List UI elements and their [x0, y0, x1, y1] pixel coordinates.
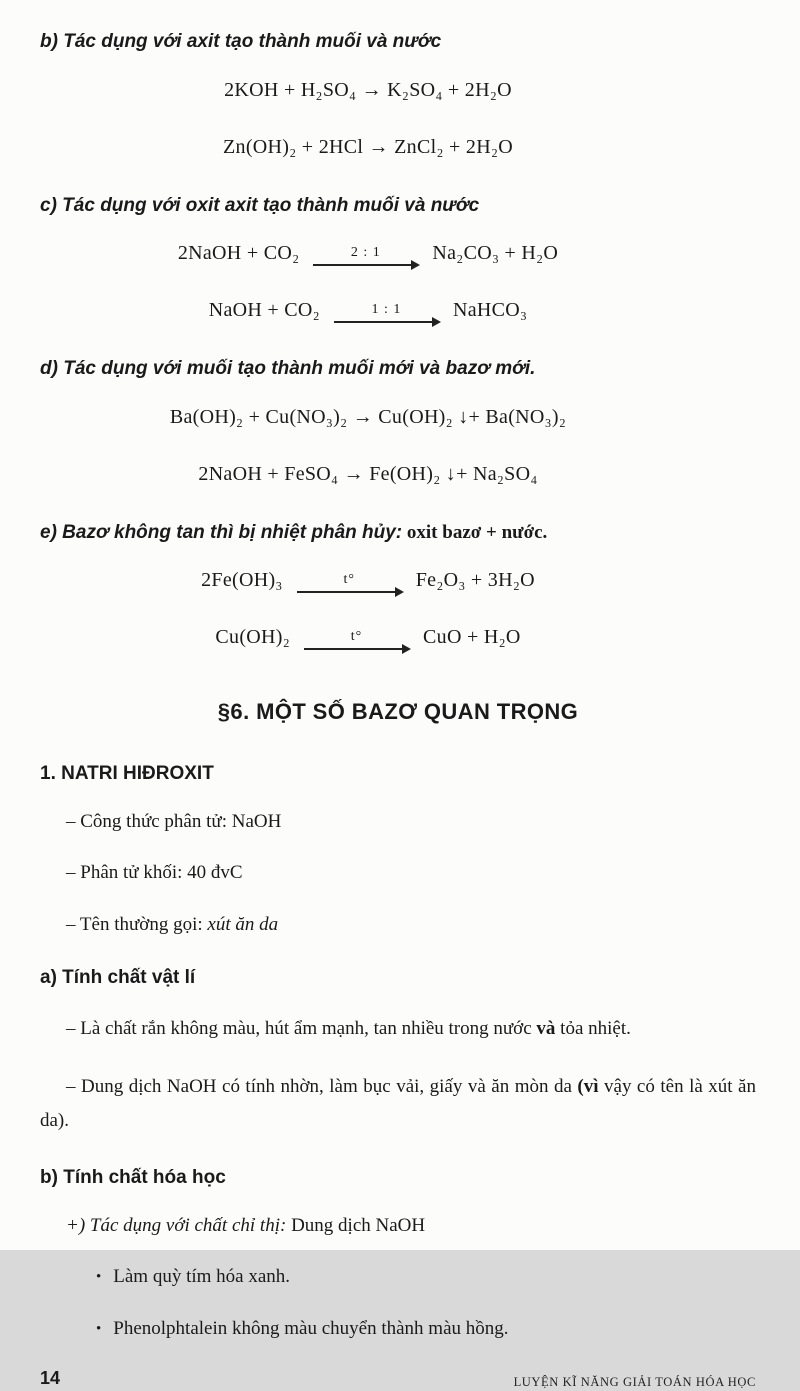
- reaction-arrow: [334, 303, 439, 323]
- section-e-heading-italic: e) Bazơ không tan thì bị nhiệt phân hủy:: [40, 521, 403, 543]
- list-item-text: – Tên thường gọi:: [66, 913, 208, 935]
- arrow-shaft: [304, 648, 409, 650]
- equation-baoh2-cuno32: Ba(OH)₂ + Cu(NO₃)₂ → Cu(OH)₂ ↓+ Ba(NO₃)₂: [169, 405, 567, 428]
- paragraph-text: – Là chất rắn không màu, hút ẩm mạnh, tan nhiều trong nước: [66, 1017, 537, 1039]
- common-name-italic: xút ăn da: [207, 913, 279, 935]
- equation-koh-h2so4: 2KOH + H₂SO₄ → K₂SO₄ + 2H₂O: [224, 78, 512, 101]
- indicator-line: [66, 1212, 756, 1240]
- paragraph-physical-2: [40, 1070, 756, 1138]
- temperature-condition: t°: [343, 571, 355, 587]
- equation-left: 2NaOH + CO₂: [177, 242, 300, 265]
- bullet-item-quy-tim: [96, 1263, 756, 1291]
- list-item-formula: – Công thức phân tử: NaOH: [66, 810, 282, 832]
- paragraph-physical-1: [40, 1012, 756, 1046]
- section-c-heading: c) Tác dụng với oxit axit tạo thành muối và nước: [40, 194, 480, 216]
- temperature-condition: t°: [350, 628, 363, 644]
- bullet-dot: •: [96, 1269, 102, 1286]
- arrow-shaft: [313, 264, 418, 266]
- paragraph-text: vậy có tên là xút ăn da).: [40, 1076, 756, 1132]
- equation-left: 2Fe(OH)₃: [201, 569, 283, 592]
- lesson-title: §6. MỘT SỐ BAZƠ QUAN TRỌNG: [217, 699, 579, 725]
- section-b-heading: b) Tác dụng với axit tạo thành muối và nước: [40, 31, 442, 52]
- bold-word: và: [536, 1017, 556, 1039]
- equation-naoh-co2-11: [40, 296, 756, 325]
- paragraph-text: tỏa nhiệt.: [555, 1017, 631, 1039]
- part-1-heading: 1. NATRI HIĐROXIT: [40, 763, 214, 785]
- bullet-text: Phenolphtalein không màu chuyển thành màu hồng.: [113, 1318, 509, 1340]
- reaction-arrow: [313, 246, 418, 266]
- page-number: 14: [40, 1367, 61, 1388]
- bullet-dot: •: [96, 1321, 102, 1338]
- equation-znoh2-hcl: Zn(OH)₂ + 2HCl → ZnCl₂ + 2H₂O: [223, 135, 513, 158]
- equation-cuoh2-decomp: [40, 623, 756, 652]
- section-e-heading-rest: oxit bazơ + nước.: [402, 521, 548, 543]
- indicator-rest: Dung dịch NaOH: [286, 1214, 426, 1236]
- bold-word: (vì: [577, 1076, 599, 1097]
- subsection-a-heading: a) Tính chất vật lí: [40, 967, 196, 989]
- equation-feoh3-decomp: [40, 566, 756, 595]
- section-e-heading: [40, 519, 756, 547]
- running-title: LUYỆN KĨ NĂNG GIẢI TOÁN HÓA HỌC: [513, 1374, 756, 1389]
- arrow-shaft: [334, 321, 439, 323]
- list-item-common-name: [66, 911, 756, 939]
- bullet-item-phenolphtalein: [96, 1315, 756, 1343]
- equation-naoh-feso4: 2NaOH + FeSO₄ → Fe(OH)₂ ↓+ Na₂SO₄: [198, 462, 538, 485]
- arrow-shaft: [297, 591, 402, 593]
- equation-right: Na₂CO₃ + H₂O: [432, 242, 559, 265]
- equation-naoh-co2-21: [40, 239, 756, 268]
- list-item-molar-mass: – Phân tử khối: 40 đvC: [66, 862, 243, 884]
- equation-right: CuO + H₂O: [423, 626, 521, 649]
- paragraph-text: – Dung dịch NaOH có tính nhờn, làm bục vải, giấy và ăn mòn da: [66, 1076, 578, 1097]
- subsection-b-heading: b) Tính chất hóa học: [40, 1167, 226, 1189]
- reaction-condition: 1 : 1: [371, 301, 402, 317]
- reaction-arrow: [304, 630, 409, 650]
- equation-right: Fe₂O₃ + 3H₂O: [415, 569, 535, 592]
- bullet-text: Làm quỳ tím hóa xanh.: [113, 1266, 291, 1288]
- equation-left: Cu(OH)₂: [215, 626, 290, 649]
- page-footer: [40, 1355, 756, 1391]
- section-d-heading: d) Tác dụng với muối tạo thành muối mới và bazơ mới.: [40, 358, 536, 380]
- reaction-arrow: [297, 573, 402, 593]
- reaction-condition: 2 : 1: [350, 244, 381, 260]
- indicator-italic: +) Tác dụng với chất chỉ thị:: [66, 1214, 287, 1236]
- equation-right: NaHCO₃: [452, 299, 528, 322]
- equation-left: NaOH + CO₂: [208, 299, 320, 322]
